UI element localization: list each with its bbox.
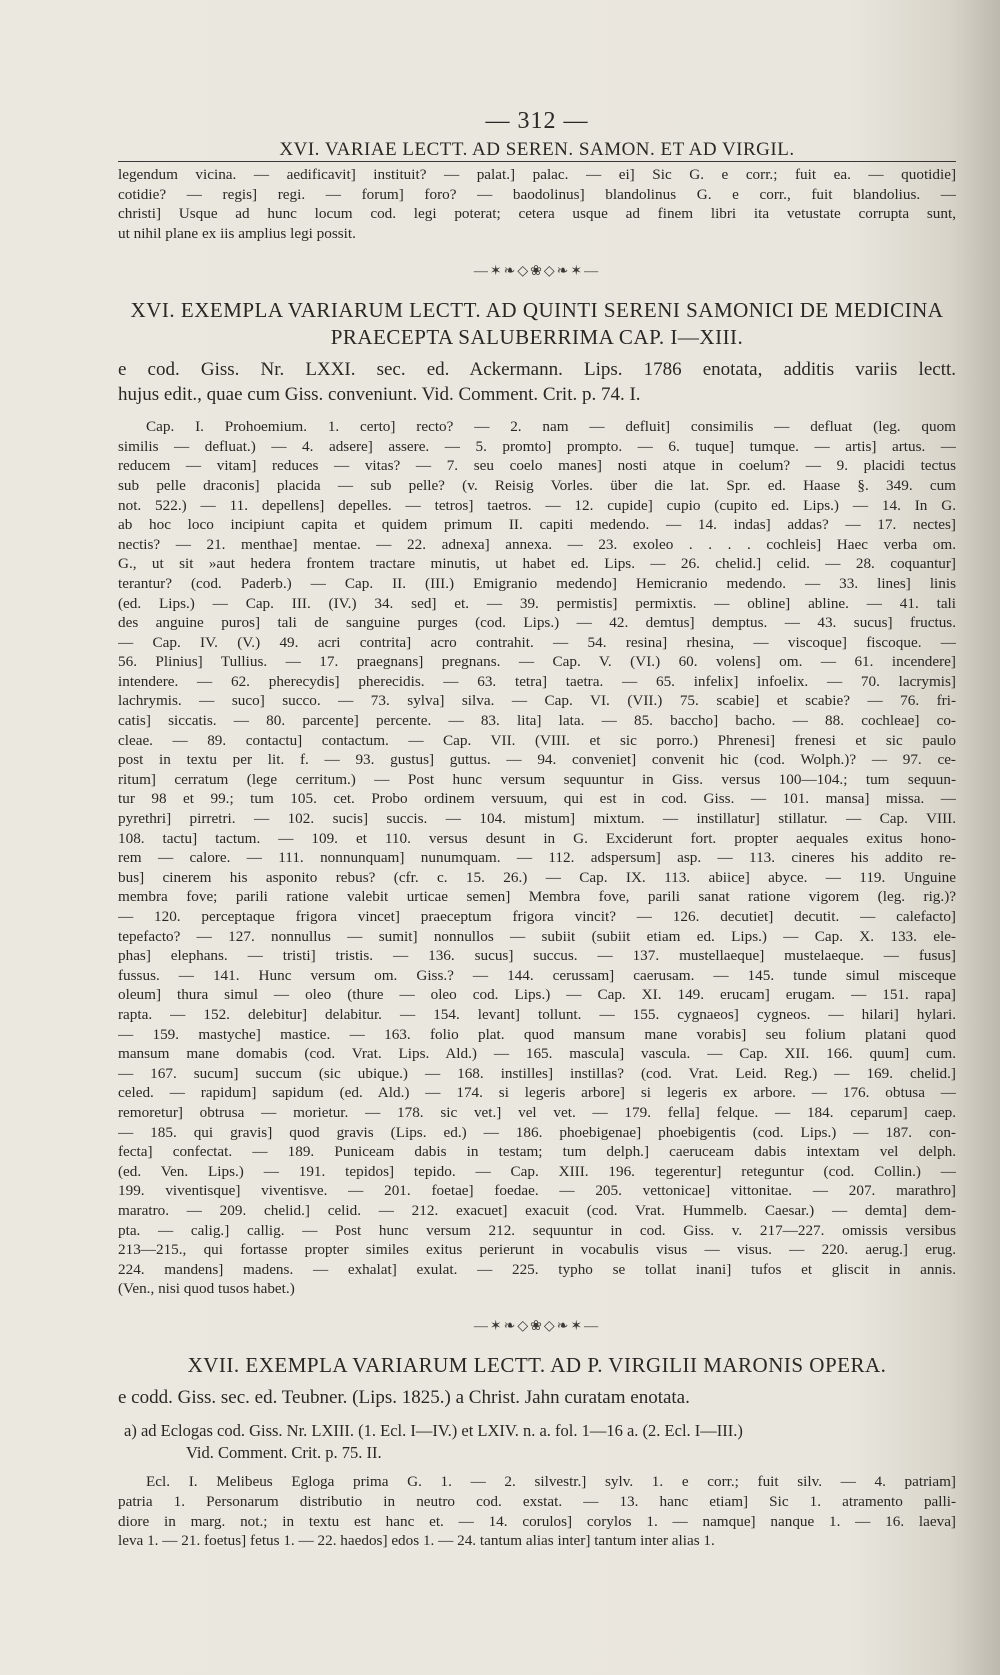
text-line: tur 98 et 99.; tum 105. cet. Probo ordinem versuum, qui est in cod. Giss. — 101. mansa] missa. — (118, 790, 956, 808)
page-number: — 312 — (485, 108, 589, 134)
text-line: membra fove; parili ratione valebit urticae semen] Membra fove, parili sanat ratione vigorem (leg. rig.)? (118, 888, 956, 906)
text-line: bus] cinerem his asponito rebus? (cfr. c. 15. 26.) — Cap. IX. 113. abiice] abyce. — 119. Unguine (118, 868, 956, 886)
page-content (118, 108, 956, 1551)
text-line: terantur? (cod. Paderb.) — Cap. II. (III.) Emigranio medendo] Hemicranio medendo. — 33. lines] linis (118, 574, 956, 592)
text-line: diore in marg. not.; in textu est hanc et. — 14. corulos] corylos 1. — namque] nanque 1. — 16. laeva] (118, 1512, 956, 1530)
text-line: leva 1. — 21. foetus] fetus 1. — 22. haedos] edos 1. — 24. tantum alias inter] tantum inter alias 1. (118, 1532, 715, 1550)
text-line: legendum vicina. — aedificavit] instituit? — palat.] palac. — ei] Sic G. e corr.; fuit ea. — quotidie] (118, 166, 956, 184)
section-ornament-2: —✶❧◇❀◇❧✶— (473, 1318, 601, 1334)
text-line: ab hoc loco incipiunt capita et quidem primum II. capiti medendo. — 14. indas] addas? — 17. nectes] (118, 516, 956, 534)
section-xvi-heading-line2: PRAECEPTA SALUBERRIMA CAP. I—XIII. (330, 325, 744, 350)
text-line: (ed. Lips.) — Cap. III. (IV.) 34. sed] et. — 39. permistis] permixtis. — obline] abline. — 41. tali (118, 594, 956, 612)
text-line: Ecl. I. Melibeus Egloga prima G. 1. — 2. silvestr.] sylv. 1. e corr.; fuit silv. — 4. patriam] (146, 1473, 956, 1491)
text-line: intendere. — 62. pherecydis] pherecidis. — 63. tetra] taetra. — 65. infelix] infoelix. — 70. lacrymis] (118, 672, 956, 690)
text-line: sub pelle draconis] placida — sub pelle? (v. Reisig Vorles. über die lat. Spr. ed. Haase §. 349. cum (118, 476, 956, 494)
running-title: XVI. VARIAE LECTT. AD SEREN. SAMON. ET AD VIRGIL. (118, 140, 956, 163)
section-xvi-heading (118, 297, 956, 351)
section-xvi-intro-line2: hujus edit., quae cum Giss. conveniunt. Vid. Comment. Crit. p. 74. I. (118, 384, 641, 406)
text-line: pta. — calig.] callig. — Post hunc versum 212. sequuntur in cod. Giss. v. 217—227. omissis versibus (118, 1221, 956, 1239)
text-line: — 185. qui gravis] quod gravis (Lips. ed.) — 186. phoebigenae] phoebigentis (cod. Lips.) — 187. con- (118, 1123, 956, 1141)
text-line: 56. Plinius] Tullius. — 17. praegnans] pregnans. — Cap. V. (VI.) 60. volens] om. — 61. incendere] (118, 653, 956, 671)
section-xvii-sub-line2: Vid. Comment. Crit. p. 75. II. (186, 1443, 382, 1463)
section-xvii-sub-line1: a) ad Eclogas cod. Giss. Nr. LXIII. (1. Ecl. I—IV.) et LXIV. n. a. fol. 1—16 a. (2. Ecl. I—III.) (124, 1421, 743, 1441)
section-xvi-intro (118, 357, 956, 407)
text-line: christi] Usque ad hunc locum cod. legi poterat; cetera usque ad finem libri ita vetustate corrupta sunt, (118, 205, 956, 223)
text-line: remoretur] obtrusa — morietur. — 178. sic vet.] vel vet. — 179. fella] felque. — 184. ceparum] caep. (118, 1103, 956, 1121)
section-xvi-heading-line1: XVI. EXEMPLA VARIARUM LECTT. AD QUINTI SERENI SAMONICI DE MEDICINA (130, 298, 944, 323)
text-line: (ed. Ven. Lips.) — 191. tepidos] tepido. — Cap. XIII. 196. tegerentur] reteguntur (cod. Collin.) — (118, 1162, 956, 1180)
text-line: (Ven., nisi quod tusos habet.) (118, 1280, 295, 1298)
text-line: Cap. I. Prohoemium. 1. certo] recto? — 2. nam — defluit] consimilis — defluat (leg. quom (146, 418, 956, 436)
text-line: nectis? — 21. menthae] mentae. — 22. adnexa] annexa. — 23. exoleo . . . . cochleis] Haec verba om. (118, 535, 956, 553)
continued-text (118, 165, 956, 243)
text-line: mansum mane domabis (cod. Vrat. Lips. Ald.) — 165. mascula] vascula. — Cap. XII. 166. quum] cum. (118, 1045, 956, 1063)
text-line: catis] siccatis. — 80. parcente] percente. — 83. lita] lata. — 85. baccho] bacho. — 88. cochleae] co- (118, 712, 956, 730)
text-line: — 159. mastyche] mastice. — 163. folio plat. quod mansum mane vorabis] seu folium platani quod (118, 1025, 956, 1043)
text-line: 199. viventisque] viventisve. — 201. foetae] foedae. — 205. vettonicae] vittonitae. — 207. marathro] (118, 1182, 956, 1200)
section-xvi-body (118, 417, 956, 1299)
section-ornament: —✶❧◇❀◇❧✶— (473, 263, 601, 279)
text-line: cotidie? — regis] regi. — forum] foro? — baodolinus] blandolinus G. e corr., fuit blandolius. — (118, 185, 956, 203)
text-line: patria 1. Personarum distributio in neutro cod. exstat. — 13. hanc etiam] Sic 1. atramento palli- (118, 1493, 956, 1511)
text-line: 213—215., qui fortasse propter similes exitus perierunt in vocabulis visus — visus. — 220. aerug.] erug. (118, 1241, 956, 1259)
section-xvi-intro-line1: e cod. Giss. Nr. LXXI. sec. ed. Ackermann. Lips. 1786 enotata, additis variis lectt. (118, 359, 956, 381)
text-line: ut nihil plane ex iis amplius legi possit. (118, 224, 356, 242)
text-line: tepefacto? — 127. nonnullus — sumit] nonnullos — subiit (subiit etiam ed. Lips.) — Cap. X. 133. ele- (118, 927, 956, 945)
section-xvii-heading: XVII. EXEMPLA VARIARUM LECTT. AD P. VIRGILII MARONIS OPERA. (187, 1353, 887, 1378)
text-line: lachrymis. — suco] succo. — 73. sylva] silva. — Cap. VI. (VII.) 75. scabie] et scabie? — 76. fri- (118, 692, 956, 710)
text-line: ritum] cerratum (lege cerritum.) — Post hunc versum sequuntur in Giss. versus 100—104.; tum sequun- (118, 770, 956, 788)
text-line: celed. — rapidum] sapidum (ed. Ald.) — 174. si legeris arbore] si legeris ex arbore. — 176. obtusa — (118, 1084, 956, 1102)
text-line: phas] elephans. — tristi] tristis. — 136. sucus] succus. — 137. mustellaeque] mustelaeque. — fusus] (118, 947, 956, 965)
section-xvii-body (118, 1472, 956, 1550)
text-line: fecta] confectat. — 189. Puniceam dabis in testam; tum delph.] caeruceam dabis intextam vel delph. (118, 1143, 956, 1161)
section-xvii-subheading (118, 1420, 956, 1464)
text-line: — 167. sucum] succum (sic ubique.) — 168. instilles] instillas? (cod. Vrat. Leid. Reg.) — 169. chelid.] (118, 1064, 956, 1082)
text-line: rapta. — 152. delebitur] delabitur. — 154. levant] tollunt. — 155. cygnaeos] cygneos. — hilari] hylari. (118, 1005, 956, 1023)
text-line: post in textu per lit. f. — 93. gustus] guttus. — 94. conveniet] convenit hic (cod. Wolph.)? — 97. ce- (118, 751, 956, 769)
section-xvii-intro: e codd. Giss. sec. ed. Teubner. (Lips. 1825.) a Christ. Jahn curatam enotata. (118, 1387, 690, 1409)
text-line: G., ut sit »aut hedera frontem tractare minutis, ut habet ed. Lips. — 26. chelid.] celid. — 28. coquantur] (118, 555, 956, 573)
text-line: maratro. — 209. chelid.] celid. — 212. exacuet] exacuit (cod. Vrat. Hummelb. Caesar.) — demta] dem- (118, 1201, 956, 1219)
text-line: des anguine puros] tali de sanguine purges (cod. Lips.) — 42. demtus] demptus. — 43. sucus] fructus. (118, 614, 956, 632)
text-line: not. 522.) — 11. depellens] depelles. — tetros] taetros. — 12. cupide] cupio (cupito ed. Lips.) — 14. In G. (118, 496, 956, 514)
text-line: rem — calore. — 111. nonnunquam] nunumquam. — 112. adspersum] asp. — 113. cineres his addito re- (118, 849, 956, 867)
text-line: — 120. perceptaque frigora vincet] praeceptum frigora vincit? — 126. decutiet] decutit. — calefacto] (118, 908, 956, 925)
text-line: 224. mandens] madens. — exhalat] exulat. — 225. typho se tollat inani] tufos et gliscit in annis. (118, 1260, 956, 1278)
text-line: pyrethri] pirretri. — 102. sucis] succis. — 104. mistum] mixtum. — instillatur] stillatur. — Cap. VIII. (118, 810, 956, 828)
text-line: reducem — vitam] reduces — vitas? — 7. seu coelo manes] nosti atque in coelum? — 9. placidi tectus (118, 457, 956, 475)
text-line: 108. tactu] tactum. — 109. et 110. versus desunt in G. Exciderunt fort. propter aequales exitus hono- (118, 829, 956, 847)
text-line: oleum] thura simul — oleo (thure — oleo cod. Lips.) — Cap. XI. 149. erucam] erugam. — 151. rapa] (118, 986, 956, 1004)
text-line: — Cap. IV. (V.) 49. acri contrita] acro contrahit. — 54. resina] rhesina, — viscoque] fiscoque. — (118, 633, 956, 651)
text-line: cleae. — 89. contactu] contactum. — Cap. VII. (VIII. et sic porro.) Phrenesi] frenesi et sic paulo (118, 731, 956, 749)
text-line: similis — defluat.) — 4. adsere] assere. — 5. promto] prompto. — 6. tuque] tumque. — artis] artus. — (118, 437, 956, 455)
text-line: fussus. — 141. Hunc versum om. Giss.? — 144. cerussam] caerusam. — 145. tunde simul misceque (118, 966, 956, 984)
